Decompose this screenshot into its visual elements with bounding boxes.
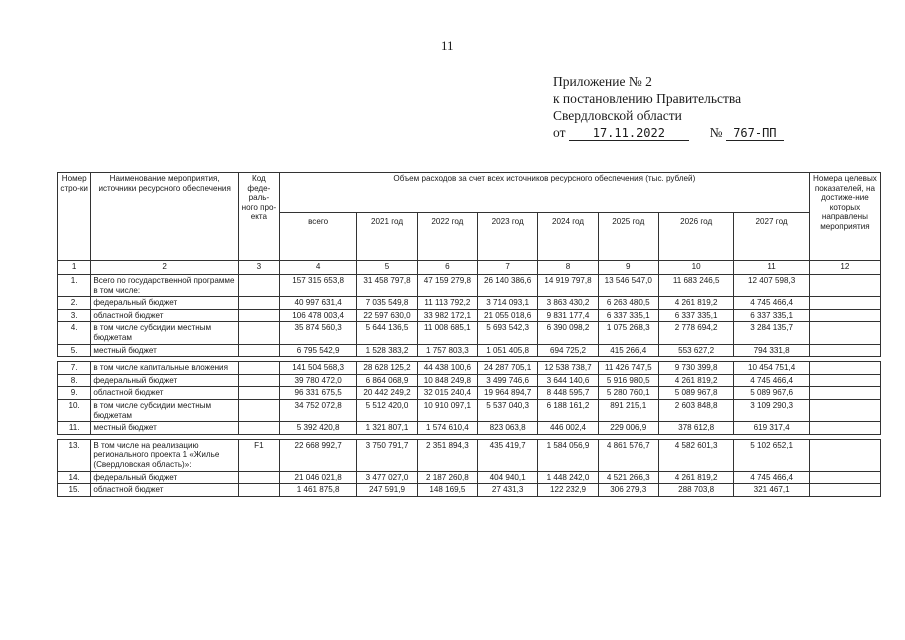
value-cell: 306 279,3	[598, 484, 658, 497]
value-cell: 6 337 335,1	[598, 309, 658, 322]
value-cell: 3 863 430,2	[538, 297, 598, 310]
value-cell: 3 477 027,0	[357, 471, 417, 484]
value-cell: 1 448 242,0	[538, 471, 598, 484]
indicators-cell	[809, 374, 880, 387]
value-cell: 12 538 738,7	[538, 362, 598, 375]
value-cell: 11 426 747,5	[598, 362, 658, 375]
row-number-cell: 2.	[58, 297, 91, 310]
value-cell: 1 574 610,4	[417, 422, 477, 435]
value-cell: 4 745 466,4	[734, 374, 810, 387]
value-cell: 5 280 760,1	[598, 387, 658, 400]
value-cell: 6 795 542,9	[279, 344, 357, 357]
indicators-cell	[809, 399, 880, 421]
value-cell: 6 337 335,1	[658, 309, 733, 322]
value-cell: 288 703,8	[658, 484, 733, 497]
value-cell: 1 757 803,3	[417, 344, 477, 357]
indicators-cell	[809, 484, 880, 497]
table-row	[58, 439, 881, 471]
table-row	[58, 275, 881, 297]
value-cell: 5 102 652,1	[734, 439, 810, 471]
column-index-cell: 9	[598, 261, 658, 275]
row-number-cell: 7.	[58, 362, 91, 375]
value-cell: 47 159 279,8	[417, 275, 477, 297]
row-name-cell: федеральный бюджет	[91, 471, 239, 484]
value-cell: 24 287 705,1	[478, 362, 538, 375]
row-name-cell: областной бюджет	[91, 387, 239, 400]
page-number: 11	[441, 38, 454, 53]
row-name-cell: местный бюджет	[91, 344, 239, 357]
value-cell: 3 109 290,3	[734, 399, 810, 421]
value-cell: 5 512 420,0	[357, 399, 417, 421]
value-cell: 404 940,1	[478, 471, 538, 484]
value-cell: 3 644 140,6	[538, 374, 598, 387]
from-label: от	[553, 125, 566, 140]
resolution-number: 767-ПП	[726, 127, 784, 141]
table-row	[58, 322, 881, 344]
value-cell: 4 582 601,3	[658, 439, 733, 471]
row-name-cell: в том числе субсидии местным бюджетам	[91, 322, 239, 344]
value-cell: 1 321 807,1	[357, 422, 417, 435]
row-name-cell: Всего по государственной программе в том числе:	[91, 275, 239, 297]
header-row-number: Номер стро-ки	[58, 173, 91, 261]
appendix-title: Приложение № 2	[553, 74, 652, 89]
row-name-cell: в том числе капитальные вложения	[91, 362, 239, 375]
value-cell: 40 997 631,4	[279, 297, 357, 310]
table-row	[58, 362, 881, 375]
value-cell: 39 780 472,0	[279, 374, 357, 387]
row-name-cell: областной бюджет	[91, 309, 239, 322]
value-cell: 11 008 685,1	[417, 322, 477, 344]
row-number-cell: 3.	[58, 309, 91, 322]
header-project-code: Код феде-раль-ного про-екта	[238, 173, 279, 261]
value-cell: 435 419,7	[478, 439, 538, 471]
value-cell: 3 284 135,7	[734, 322, 810, 344]
value-cell: 26 140 386,6	[478, 275, 538, 297]
table-row	[58, 399, 881, 421]
header-year: 2023 год	[478, 213, 538, 261]
header-volume: Объем расходов за счет всех источников ресурсного обеспечения (тыс. рублей)	[279, 173, 809, 213]
indicators-cell	[809, 309, 880, 322]
project-code-cell	[238, 471, 279, 484]
value-cell: 378 612,8	[658, 422, 733, 435]
value-cell: 11 683 246,5	[658, 275, 733, 297]
value-cell: 22 597 630,0	[357, 309, 417, 322]
row-name-cell: областной бюджет	[91, 484, 239, 497]
column-index-cell: 1	[58, 261, 91, 275]
value-cell: 21 055 018,6	[478, 309, 538, 322]
column-index-cell: 5	[357, 261, 417, 275]
value-cell: 2 778 694,2	[658, 322, 733, 344]
indicators-cell	[809, 422, 880, 435]
number-label: №	[709, 125, 723, 140]
value-cell: 8 448 595,7	[538, 387, 598, 400]
header-total: всего	[279, 213, 357, 261]
value-cell: 1 461 875,8	[279, 484, 357, 497]
value-cell: 229 006,9	[598, 422, 658, 435]
project-code-cell	[238, 297, 279, 310]
row-number-cell: 9.	[58, 387, 91, 400]
column-index-cell: 8	[538, 261, 598, 275]
value-cell: 5 693 542,3	[478, 322, 538, 344]
value-cell: 34 752 072,8	[279, 399, 357, 421]
value-cell: 446 002,4	[538, 422, 598, 435]
value-cell: 2 351 894,3	[417, 439, 477, 471]
resolution-date: 17.11.2022	[569, 127, 689, 141]
column-index-cell: 2	[91, 261, 239, 275]
value-cell: 10 910 097,1	[417, 399, 477, 421]
row-number-cell: 11.	[58, 422, 91, 435]
indicators-cell	[809, 387, 880, 400]
value-cell: 7 035 549,8	[357, 297, 417, 310]
value-cell: 694 725,2	[538, 344, 598, 357]
project-code-cell	[238, 309, 279, 322]
table-row	[58, 422, 881, 435]
value-cell: 28 628 125,2	[357, 362, 417, 375]
value-cell: 1 584 056,9	[538, 439, 598, 471]
value-cell: 14 919 797,8	[538, 275, 598, 297]
value-cell: 823 063,8	[478, 422, 538, 435]
table-row	[58, 387, 881, 400]
value-cell: 553 627,2	[658, 344, 733, 357]
value-cell: 3 750 791,7	[357, 439, 417, 471]
value-cell: 106 478 003,4	[279, 309, 357, 322]
value-cell: 148 169,5	[417, 484, 477, 497]
value-cell: 5 392 420,8	[279, 422, 357, 435]
column-index-cell: 12	[809, 261, 880, 275]
value-cell: 4 261 819,2	[658, 374, 733, 387]
value-cell: 6 263 480,5	[598, 297, 658, 310]
value-cell: 11 113 792,2	[417, 297, 477, 310]
column-index-cell: 6	[417, 261, 477, 275]
indicators-cell	[809, 297, 880, 310]
row-number-cell: 4.	[58, 322, 91, 344]
value-cell: 5 916 980,5	[598, 374, 658, 387]
column-index-cell: 4	[279, 261, 357, 275]
row-number-cell: 14.	[58, 471, 91, 484]
project-code-cell	[238, 322, 279, 344]
value-cell: 10 848 249,8	[417, 374, 477, 387]
indicators-cell	[809, 344, 880, 357]
row-number-cell: 13.	[58, 439, 91, 471]
value-cell: 96 331 675,5	[279, 387, 357, 400]
header-year: 2026 год	[658, 213, 733, 261]
value-cell: 4 745 466,4	[734, 471, 810, 484]
indicators-cell	[809, 439, 880, 471]
table-row	[58, 471, 881, 484]
table-row	[58, 374, 881, 387]
project-code-cell	[238, 422, 279, 435]
value-cell: 4 861 576,7	[598, 439, 658, 471]
value-cell: 32 015 240,4	[417, 387, 477, 400]
value-cell: 3 499 746,6	[478, 374, 538, 387]
table-row	[58, 309, 881, 322]
value-cell: 619 317,4	[734, 422, 810, 435]
value-cell: 6 337 335,1	[734, 309, 810, 322]
table-row	[58, 344, 881, 357]
row-number-cell: 8.	[58, 374, 91, 387]
indicators-cell	[809, 362, 880, 375]
indicators-cell	[809, 322, 880, 344]
value-cell: 5 089 967,6	[734, 387, 810, 400]
appendix-line-2: к постановлению Правительства	[553, 91, 742, 106]
value-cell: 3 714 093,1	[478, 297, 538, 310]
project-code-cell: F1	[238, 439, 279, 471]
value-cell: 6 188 161,2	[538, 399, 598, 421]
appendix-header	[553, 73, 784, 141]
value-cell: 4 745 466,4	[734, 297, 810, 310]
column-index-row	[58, 261, 881, 275]
project-code-cell	[238, 374, 279, 387]
value-cell: 5 537 040,3	[478, 399, 538, 421]
value-cell: 415 266,4	[598, 344, 658, 357]
value-cell: 4 261 819,2	[658, 297, 733, 310]
project-code-cell	[238, 275, 279, 297]
appendix-line-3: Свердловской области	[553, 108, 682, 123]
table-row	[58, 484, 881, 497]
value-cell: 12 407 598,3	[734, 275, 810, 297]
project-code-cell	[238, 344, 279, 357]
value-cell: 10 454 751,4	[734, 362, 810, 375]
value-cell: 21 046 021,8	[279, 471, 357, 484]
header-indicators: Номера целевых показателей, на достиже-ние которых направлены мероприятия	[809, 173, 880, 261]
value-cell: 891 215,1	[598, 399, 658, 421]
value-cell: 6 390 098,2	[538, 322, 598, 344]
column-index-cell: 7	[478, 261, 538, 275]
header-year: 2021 год	[357, 213, 417, 261]
value-cell: 13 546 547,0	[598, 275, 658, 297]
value-cell: 1 528 383,2	[357, 344, 417, 357]
table-row	[58, 297, 881, 310]
value-cell: 4 521 266,3	[598, 471, 658, 484]
project-code-cell	[238, 362, 279, 375]
row-name-cell: в том числе субсидии местным бюджетам	[91, 399, 239, 421]
header-year: 2027 год	[734, 213, 810, 261]
row-number-cell: 10.	[58, 399, 91, 421]
header-year: 2022 год	[417, 213, 477, 261]
value-cell: 2 603 848,8	[658, 399, 733, 421]
value-cell: 794 331,8	[734, 344, 810, 357]
value-cell: 27 431,3	[478, 484, 538, 497]
row-name-cell: федеральный бюджет	[91, 297, 239, 310]
appendix-date-line	[553, 124, 784, 141]
header-year: 2024 год	[538, 213, 598, 261]
header-year: 2025 год	[598, 213, 658, 261]
value-cell: 35 874 560,3	[279, 322, 357, 344]
column-index-cell: 11	[734, 261, 810, 275]
row-name-cell: федеральный бюджет	[91, 374, 239, 387]
row-number-cell: 1.	[58, 275, 91, 297]
value-cell: 141 504 568,3	[279, 362, 357, 375]
row-number-cell: 5.	[58, 344, 91, 357]
value-cell: 19 964 894,7	[478, 387, 538, 400]
value-cell: 5 089 967,8	[658, 387, 733, 400]
indicators-cell	[809, 471, 880, 484]
value-cell: 33 982 172,1	[417, 309, 477, 322]
value-cell: 9 730 399,8	[658, 362, 733, 375]
value-cell: 31 458 797,8	[357, 275, 417, 297]
project-code-cell	[238, 387, 279, 400]
column-index-cell: 10	[658, 261, 733, 275]
value-cell: 1 051 405,8	[478, 344, 538, 357]
value-cell: 247 591,9	[357, 484, 417, 497]
value-cell: 2 187 260,8	[417, 471, 477, 484]
value-cell: 5 644 136,5	[357, 322, 417, 344]
indicators-cell	[809, 275, 880, 297]
value-cell: 122 232,9	[538, 484, 598, 497]
project-code-cell	[238, 399, 279, 421]
value-cell: 9 831 177,4	[538, 309, 598, 322]
value-cell: 1 075 268,3	[598, 322, 658, 344]
value-cell: 321 467,1	[734, 484, 810, 497]
value-cell: 44 438 100,6	[417, 362, 477, 375]
value-cell: 20 442 249,2	[357, 387, 417, 400]
row-name-cell: В том числе на реализацию регионального проекта 1 «Жилье (Свердловская область)»:	[91, 439, 239, 471]
value-cell: 6 864 068,9	[357, 374, 417, 387]
value-cell: 22 668 992,7	[279, 439, 357, 471]
budget-table	[57, 172, 881, 497]
column-index-cell: 3	[238, 261, 279, 275]
value-cell: 4 261 819,2	[658, 471, 733, 484]
row-name-cell: местный бюджет	[91, 422, 239, 435]
row-number-cell: 15.	[58, 484, 91, 497]
header-name: Наименование мероприятия, источники ресурсного обеспечения	[91, 173, 239, 261]
value-cell: 157 315 653,8	[279, 275, 357, 297]
project-code-cell	[238, 484, 279, 497]
